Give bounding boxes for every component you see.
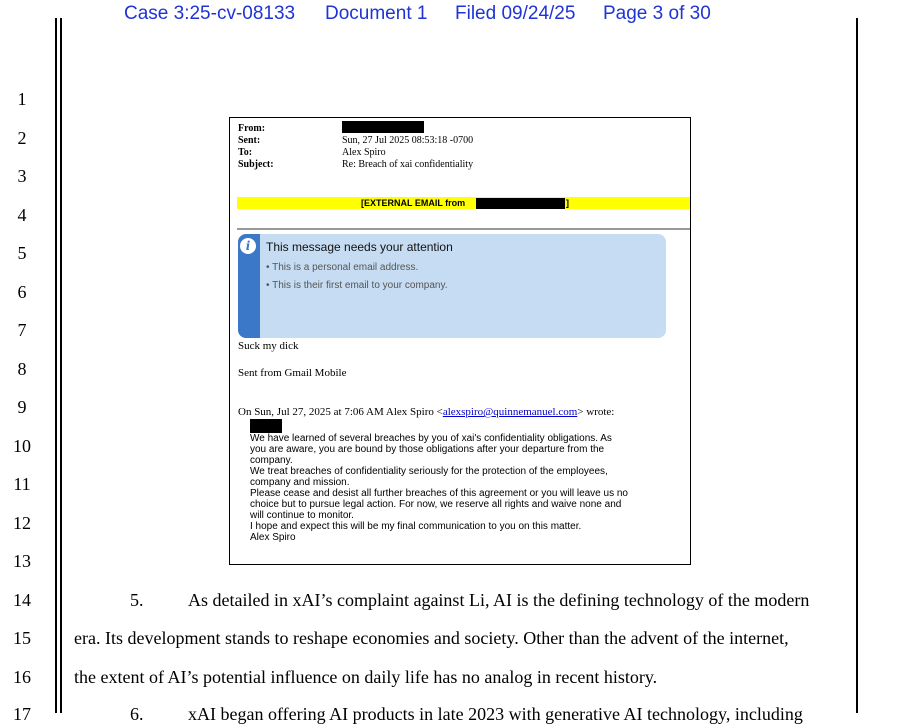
quoted-line: I hope and expect this will be my final communication to you on this matter. — [250, 521, 582, 532]
email-exhibit — [229, 117, 691, 565]
line-number: 3 — [17, 166, 27, 186]
redaction-box — [342, 121, 424, 133]
redaction-box — [250, 419, 282, 433]
notice-item: • This is a personal email address. — [266, 262, 419, 273]
line-number: 7 — [17, 320, 27, 340]
notice-title: This message needs your attention — [266, 240, 453, 254]
to-label: To: — [238, 147, 253, 158]
subject-value: Re: Breach of xai confidentiality — [342, 159, 474, 170]
reply-line: Suck my dick — [238, 340, 299, 352]
quoted-line: Please cease and desist all further breaches of this agreement or you will leave us no — [250, 488, 628, 499]
signature-line: Sent from Gmail Mobile — [238, 367, 347, 379]
case-number: Case 3:25-cv-08133 — [124, 3, 296, 24]
line-number: 17 — [13, 704, 31, 724]
line-number: 5 — [17, 243, 27, 263]
left-margin-rule-inner — [60, 18, 62, 713]
paragraph-5-line-3: the extent of AI’s potential influence on daily life has no analog in recent history. — [74, 667, 658, 687]
paragraph-text: xAI began offering AI products in late 2023 with generative AI technology, including — [188, 704, 803, 724]
quoted-line: you are aware, you are bound by those obligations after your departure from the — [250, 444, 605, 455]
line-number: 4 — [17, 205, 27, 225]
quote-header — [238, 406, 614, 418]
to-value: Alex Spiro — [342, 147, 386, 158]
notice-item: • This is their first email to your company. — [266, 280, 448, 291]
paragraph-number: 6. — [130, 704, 144, 724]
banner-suffix: ] — [566, 198, 569, 208]
line-number: 2 — [17, 128, 27, 148]
sent-label: Sent: — [238, 135, 261, 146]
quoted-line: company. — [250, 455, 293, 466]
quoted-line: We have learned of several breaches by you of xai's confidentiality obligations. As — [250, 433, 612, 444]
email-link[interactable]: alexspiro@quinnemanuel.com — [442, 406, 578, 418]
right-margin-rule — [856, 18, 858, 713]
line-number: 9 — [17, 397, 27, 417]
quoted-line: choice but to pursue legal action. For now, we reserve all rights and waive none and — [250, 499, 622, 510]
paragraph-number: 5. — [130, 590, 144, 610]
line-number: 12 — [13, 513, 31, 533]
page-number: Page 3 of 30 — [603, 3, 711, 24]
line-number: 11 — [13, 474, 31, 494]
quoted-line: company and mission. — [250, 477, 350, 488]
line-number: 1 — [17, 89, 27, 109]
line-number: 16 — [13, 667, 31, 687]
attention-notice — [238, 234, 666, 338]
sent-value: Sun, 27 Jul 2025 08:53:18 -0700 — [342, 135, 474, 146]
case-header — [0, 3, 903, 27]
line-number: 6 — [17, 282, 27, 302]
from-label: From: — [238, 123, 266, 134]
document-number: Document 1 — [325, 3, 428, 24]
line-number: 15 — [13, 628, 31, 648]
quote-header-prefix: On Sun, Jul 27, 2025 at 7:06 AM Alex Spiro < — [238, 406, 443, 418]
quote-header-suffix: > wrote: — [577, 406, 615, 418]
quoted-line: We treat breaches of confidentiality seriously for the protection of the employees, — [250, 466, 608, 477]
line-number: 13 — [13, 551, 31, 571]
line-number: 14 — [13, 590, 31, 610]
filed-date: Filed 09/24/25 — [455, 3, 576, 24]
paragraph-5-line-2: era. Its development stands to reshape economies and society. Other than the advent of the internet, — [74, 628, 789, 648]
paragraph-text: As detailed in xAI’s complaint against Li, AI is the defining technology of the modern — [188, 590, 810, 610]
banner-prefix: [EXTERNAL EMAIL from — [361, 198, 466, 208]
line-number: 8 — [17, 359, 27, 379]
left-margin-rule-outer — [55, 18, 57, 713]
external-email-banner — [237, 197, 690, 209]
subject-label: Subject: — [238, 159, 274, 170]
info-icon: i — [240, 238, 256, 254]
separator-line — [237, 228, 690, 230]
redaction-box — [476, 198, 565, 209]
quoted-line: Alex Spiro — [250, 532, 296, 543]
quoted-line: will continue to monitor. — [250, 510, 354, 521]
line-number: 10 — [13, 436, 31, 456]
